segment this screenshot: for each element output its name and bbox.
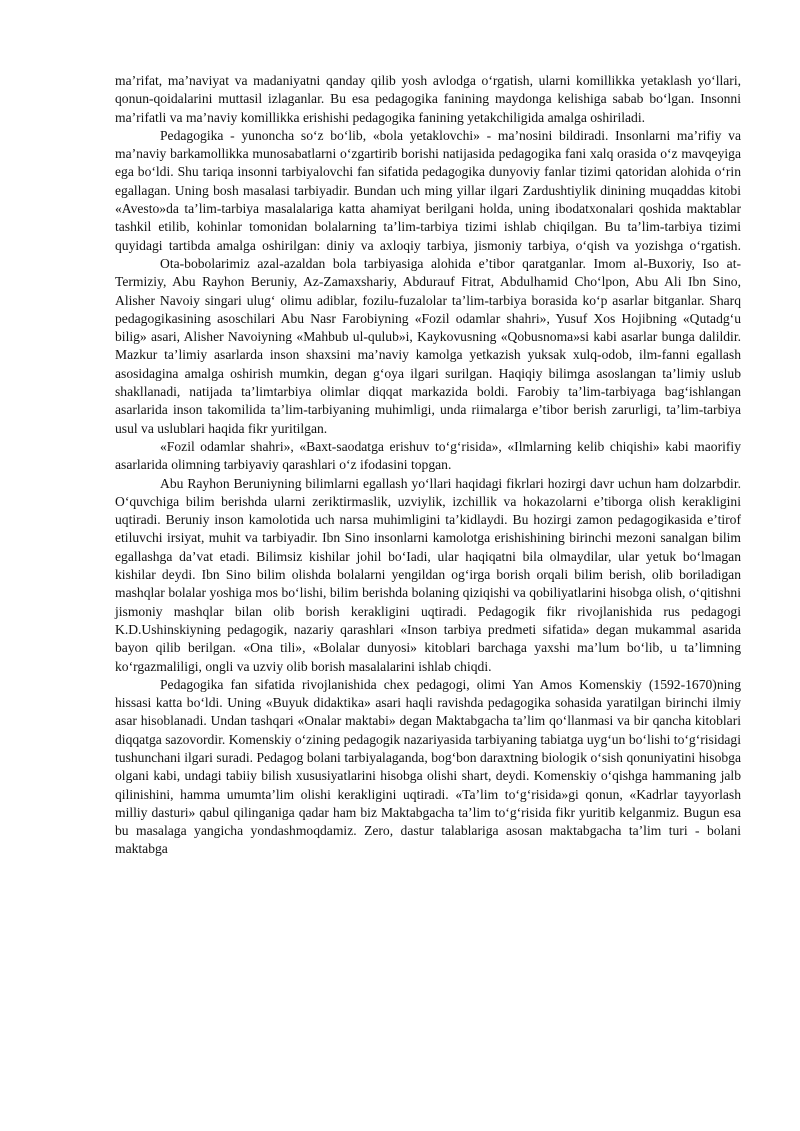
document-page <box>115 72 741 859</box>
paragraph-5: Abu Rayhon Beruniyning bilimlarni egallash yo‘llari haqidagi fikrlari hozirgi davr uchun ham dolzarbdir. O‘quvchiga bilim berishda ularni zeriktirmaslik, uzviylik, izchillik va hokazolarni e’tiborga olish kerakligini uqtiradi. Beruniy inson kamolotida uch narsa muhimligini ta’kidlaydi. Bu hozirgi zamon pedagogikasida e’tirof etiluvchi irsiyat, muhit va tarbiyadir. Ibn Sino insonlarni kamolotga erishishining birinchi mezoni sanalgan bilim egallashga da’vat etadi. Bilimsiz kishilar johil bo‘Iadi, ular haqiqatni bila olmaydilar, ular yetuk bo‘lmagan kishilar deydi. Ibn Sino bilim olishda bolalarni yengildan og‘irga borish orqali bilim berish, olib boriladigan mashqlar bolalar yoshiga mos bo‘lishi, bilim berishda bolaning qiziqishi va qobiliyatlarini hisobga olish, o‘qitishni jismoniy mashqlar bilan olib borish kerakligini uqtiradi. Pedagogik fikr rivojlanishida rus pedagogi K.D.Ushinskiyning pedagogik, nazariy qarashlari «Inson tarbiya predmeti sifatida» degan mukammal asarida bayon qilib berilgan. «Ona tili», «Bolalar dunyosi» kitoblari barchaga yaxshi ma’lum bo‘lib, u ta’limning ko‘rgazmaliligi, ongli va uzviy olib borish masalalarini ishlab chiqdi. <box>115 475 741 674</box>
paragraph-3: Ota-bobolarimiz azal-azaldan bola tarbiyasiga alohida e’tibor qaratganlar. Imom al-Buxoriy, Iso at-Termiziy, Abu Rayhon Beruniy, Az-Zamaxshariy, Abdurauf Fitrat, Abdulhamid Cho‘lpon, Abu Ali Ibn Sino, Alisher Navoiy singari ulug‘ olimu adiblar, fozilu-fuzalolar ta’lim-tarbiya borasida ko‘p asarlar bitganlar. Sharq pedagogikasining asoschilari Abu Nasr Farobiyning «Fozil odamlar shahri», Yusuf Xos Hojibning «Qutadg‘u bilig» asari, Alisher Navoiyning «Mahbub ul-qulub»i, Kaykovusning «Qobusnoma»si kabi asarlar bunga dalildir. Mazkur ta’limiy asarlarda inson shaxsini ma’naviy kamolga yetkazish yuksak xulq-odob, ilm-fanni egallash asosidagina amalga oshirish mumkin, degan g‘oya ilgari surilgan. Haqiqiy bilimga asoslangan ta’limiy uslub shakllanadi, natijada ta’limtarbiya olimlar diqqat markazida boldi. Farobiy ta’lim-tarbiyaga bag‘ishlangan asarlarida inson takomilida ta’lim-tarbiyaning muhimligi, unda riimalarga e’tibor berish zarurligi, ta’lim-tarbiya usul va uslublari haqida fikr yuritilgan. <box>115 255 741 436</box>
paragraph-2: Pedagogika - yunoncha so‘z bo‘lib, «bola yetaklovchi» - ma’nosini bildiradi. Insonlarni ma’rifiy va ma’naviy barkamollikka munosabatlarni o‘zgartirib borishi natijasida pedagogika fani xalq orasida o‘z mavqeyiga ega bo‘ldi. Shu tariqa insonni tarbiyalovchi fan sifatida pedagogika dunyoviy fanlar tizimi qatoridan alohida o‘rin egallagan. Uning bosh masalasi tarbiyadir. Bundan uch ming yillar ilgari Zardushtiylik dinining muqaddas kitobi «Avesto»da ta’lim-tarbiya masalalariga katta ahamiyat berilgani holda, uning ibodatxonalari qoshida maktablar tashkil etilib, kohinlar tomonidan bolalarning ta’lim-tarbiya tizimi ishlab chiqilgan. Bu ta’lim-tarbiya tizimi quyidagi tartibda amalga oshirilgan: diniy va axloqiy tarbiya, jismoniy tarbiya, o‘qish va yozishga o‘rgatish. <box>115 127 741 253</box>
paragraph-4: «Fozil odamlar shahri», «Baxt-saodatga erishuv to‘g‘risida», «Ilmlarning kelib chiqishi» kabi maorifiy asarlarida olimning tarbiyaviy qarashlari o‘z ifodasini topgan. <box>115 438 741 473</box>
paragraph-6: Pedagogika fan sifatida rivojlanishida chex pedagogi, olimi Yan Amos Komenskiy (1592-1670)ning hissasi katta bo‘ldi. Uning «Buyuk didaktika» asari haqli ravishda pedagogika sohasida yaratilgan birinchi ilmiy asar hisoblanadi. Undan tashqari «Onalar maktabi» degan Maktabgacha ta’lim qo‘llanmasi va bir qancha kitoblari diqqatga sazovordir. Komenskiy o‘zining pedagogik nazariyasida tarbiyaning tabiatga uyg‘un bo‘lishi to‘g‘risidagi tushunchani ilgari suradi. Pedagog bolani tarbiyalaganda, bog‘bon daraxtning biologik o‘sish qonuniyatini hisobga olgani kabi, undagi tabiiy bilish xususiyatlarini hisobga olishi shart, deydi. Komenskiy o‘qishga hammaning jalb qilinishini, hamma umumta’lim olishi kerakligini uqtiradi. «Ta’lim to‘g‘risida»gi qonun, «Kadrlar tayyorlash milliy dasturi» qabul qilinganiga qadar ham biz Maktabgacha ta’lim to‘g‘risida fikr yuritib kelganmiz. Bugun esa bu masalaga yangicha yondashmoqdamiz. Zero, dastur talablariga asosan maktabgacha ta’lim turi - bolani maktabga <box>115 676 741 857</box>
paragraph-1: ma’rifat, ma’naviyat va madaniyatni qanday qilib yosh avlodga o‘rgatish, ularni komillikka yetaklash yo‘llari, qonun-qoidalarini muttasil izlaganlar. Bu esa pedagogika fanining maydonga kelishiga sabab bo‘lgan. Insonni ma’rifatli va ma’naviy komillikka erishishi pedagogika fanining yetakchiligida amalga oshiriladi. <box>115 73 741 125</box>
